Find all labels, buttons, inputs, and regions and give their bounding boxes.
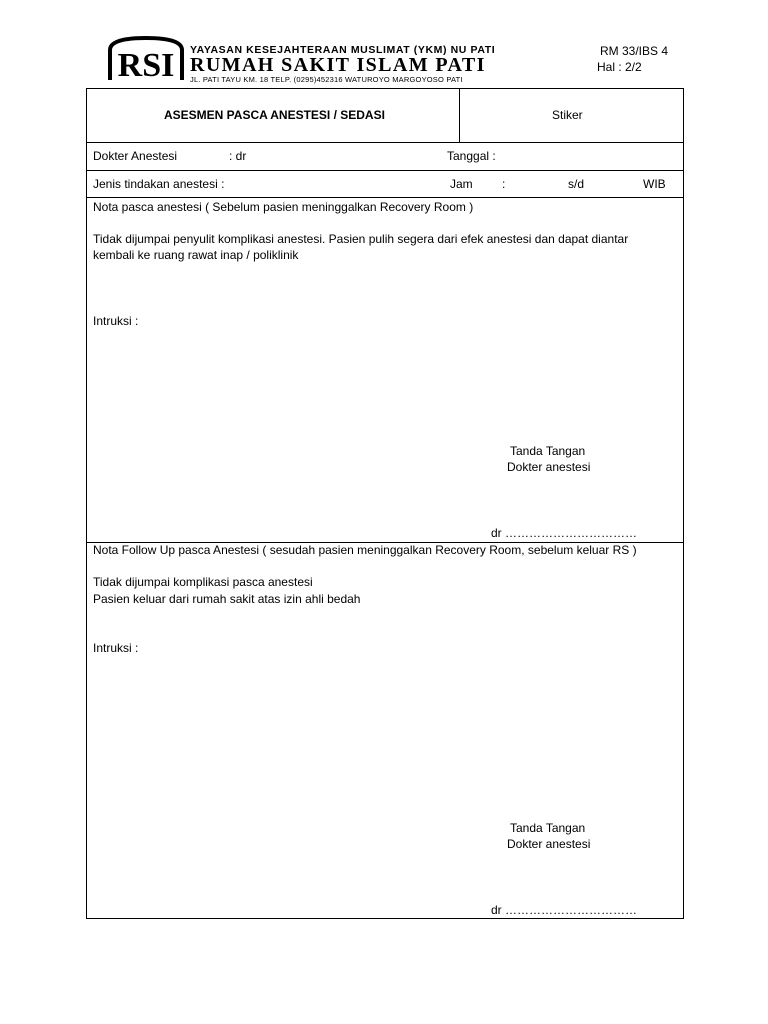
section2-signature-line: dr …………………………… [491,903,638,917]
section1-tanda-tangan: Tanda Tangan [510,444,586,458]
wib-label: WIB [643,177,666,191]
dokter-anestesi-label: Dokter Anestesi [93,149,178,163]
sd-label: s/d [568,177,585,191]
section2-tanda-tangan: Tanda Tangan [510,821,586,835]
tanggal-label: Tanggal : [447,149,496,163]
section2-line1: Tidak dijumpai komplikasi pasca anestesi [93,575,313,589]
organization-name: YAYASAN KESEJAHTERAAN MUSLIMAT (YKM) NU PATI [190,44,496,56]
jam-colon: : [502,177,506,191]
hospital-address: JL. PATI TAYU KM. 18 TELP. (0295)452316 WATUROYO MARGOYOSO PATI [190,75,463,84]
section2-dokter-anestesi: Dokter anestesi [507,837,591,851]
section2-heading: Nota Follow Up pasca Anestesi ( sesudah pasien meninggalkan Recovery Room, sebelum keluar RS ) [93,543,637,557]
form-code: RM 33/IBS 4 [600,44,669,58]
section1-line1: Tidak dijumpai penyulit komplikasi anestesi. Pasien pulih segera dari efek anestesi dan dapat diantar [93,232,629,246]
form-title: ASESMEN PASCA ANESTESI / SEDASI [164,108,385,122]
jam-label: Jam [450,177,473,191]
section2-line2: Pasien keluar dari rumah sakit atas izin ahli bedah [93,592,361,606]
section2-instruksi: Intruksi : [93,641,139,655]
hospital-logo [106,36,186,82]
page-number: Hal : 2/2 [597,60,642,74]
section1-signature-line: dr …………………………… [491,526,638,540]
stiker-label: Stiker [552,108,583,122]
hospital-name: RUMAH SAKIT ISLAM PATI [190,54,486,76]
dokter-anestesi-value: : dr [229,149,247,163]
jenis-tindakan-label: Jenis tindakan anestesi : [93,177,225,191]
section1-dokter-anestesi: Dokter anestesi [507,460,591,474]
svg-text:RSI: RSI [117,47,175,82]
section1-heading: Nota pasca anestesi ( Sebelum pasien meninggalkan Recovery Room ) [93,200,474,214]
section1-line2: kembali ke ruang rawat inap / poliklinik [93,248,299,262]
section1-instruksi: Intruksi : [93,314,139,328]
